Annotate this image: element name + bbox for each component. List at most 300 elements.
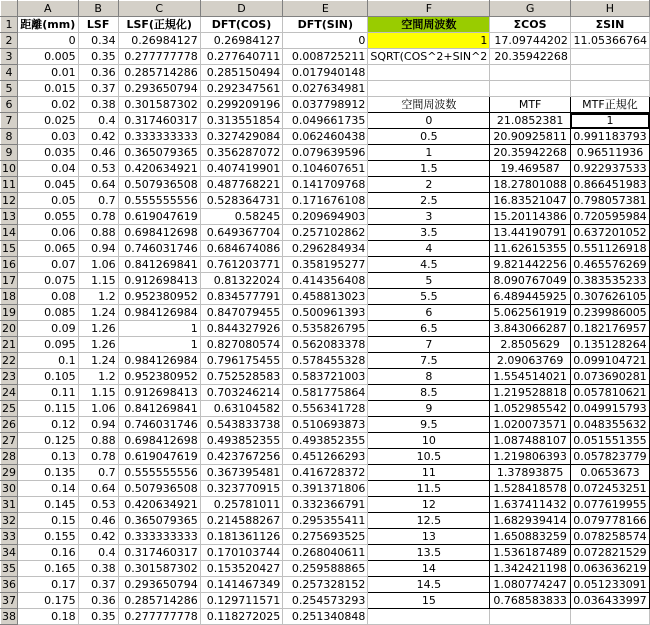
data-cell[interactable]: 0.535826795 xyxy=(283,321,368,337)
data-cell[interactable]: 0.259588865 xyxy=(283,561,368,577)
column-header-d[interactable]: D xyxy=(200,1,282,17)
mtf-value-cell[interactable]: 20.35942268 xyxy=(490,145,571,161)
data-cell[interactable]: 0.079639596 xyxy=(283,145,368,161)
data-cell[interactable]: 0.510693873 xyxy=(283,417,368,433)
mtf-frequency-cell[interactable]: 3 xyxy=(368,209,490,225)
mtf-normalized-cell[interactable]: 0.063636219 xyxy=(570,561,649,577)
data-cell[interactable]: 0.423767256 xyxy=(200,449,282,465)
mtf-frequency-cell[interactable]: 7.5 xyxy=(368,353,490,369)
data-cell[interactable]: 0.458813023 xyxy=(283,289,368,305)
header-cell[interactable]: ΣSIN xyxy=(570,17,649,33)
data-cell[interactable]: 0.407419901 xyxy=(200,161,282,177)
data-cell[interactable]: 0.025 xyxy=(17,113,78,129)
data-cell[interactable]: 0.649367704 xyxy=(200,225,282,241)
empty-cell[interactable] xyxy=(490,65,571,81)
row-header-28[interactable]: 28 xyxy=(1,450,16,463)
mtf-value-cell[interactable]: 1.219806393 xyxy=(490,449,571,465)
row-header-1[interactable]: 1 xyxy=(1,17,18,33)
row-header-17[interactable]: 17 xyxy=(1,274,16,287)
data-cell[interactable]: 0.88 xyxy=(78,225,118,241)
data-cell[interactable]: 0.37 xyxy=(78,577,118,593)
data-cell[interactable]: 0.528364731 xyxy=(200,193,282,209)
data-cell[interactable]: 0.365079365 xyxy=(118,513,200,529)
data-cell[interactable]: 0.313551854 xyxy=(200,113,282,129)
row-header-37[interactable]: 37 xyxy=(1,594,16,607)
row-header-16[interactable]: 16 xyxy=(1,258,16,271)
column-header-f[interactable]: F xyxy=(368,1,490,17)
mtf-header-cell[interactable]: 空間周波数 xyxy=(368,97,490,113)
data-cell[interactable]: 0.42 xyxy=(78,529,118,545)
data-cell[interactable]: 0.37 xyxy=(78,81,118,97)
data-cell[interactable]: 1.15 xyxy=(78,273,118,289)
row-header-35[interactable]: 35 xyxy=(1,562,16,575)
data-cell[interactable]: 0.619047619 xyxy=(118,449,200,465)
mtf-frequency-cell[interactable]: 2.5 xyxy=(368,193,490,209)
mtf-value-cell[interactable]: 3.843066287 xyxy=(490,321,571,337)
data-cell[interactable]: 0.358195277 xyxy=(283,257,368,273)
data-cell[interactable]: 0.581775864 xyxy=(283,385,368,401)
mtf-frequency-cell[interactable]: 10.5 xyxy=(368,449,490,465)
data-cell[interactable]: 0.332366791 xyxy=(283,497,368,513)
data-cell[interactable]: 0.105 xyxy=(17,369,78,385)
mtf-value-cell[interactable]: 15.20114386 xyxy=(490,209,571,225)
mtf-normalized-cell[interactable]: 0.073690281 xyxy=(570,369,649,385)
row-header-14[interactable]: 14 xyxy=(1,226,16,239)
frequency-input-cell[interactable]: 1 xyxy=(368,33,490,49)
row-header-27[interactable]: 27 xyxy=(1,434,16,447)
row-header-20[interactable]: 20 xyxy=(1,322,16,335)
data-cell[interactable]: 0.81322024 xyxy=(200,273,282,289)
data-cell[interactable]: 0.35 xyxy=(78,49,118,65)
data-cell[interactable]: 0.16 xyxy=(17,545,78,561)
mtf-frequency-cell[interactable]: 5.5 xyxy=(368,289,490,305)
mtf-value-cell[interactable]: 0.768583833 xyxy=(490,593,571,609)
mtf-value-cell[interactable]: 1.536187489 xyxy=(490,545,571,561)
mtf-normalized-cell[interactable]: 0.036433997 xyxy=(570,593,649,609)
data-cell[interactable]: 0.141467349 xyxy=(200,577,282,593)
sqrt-result-cell[interactable]: 20.35942268 xyxy=(490,49,571,65)
data-cell[interactable]: 0.53 xyxy=(78,161,118,177)
data-cell[interactable]: 0.420634921 xyxy=(118,497,200,513)
mtf-frequency-cell[interactable]: 9.5 xyxy=(368,417,490,433)
mtf-value-cell[interactable]: 6.489445925 xyxy=(490,289,571,305)
data-cell[interactable]: 0.062460438 xyxy=(283,129,368,145)
data-cell[interactable]: 0.78 xyxy=(78,449,118,465)
mtf-frequency-cell[interactable]: 4 xyxy=(368,241,490,257)
data-cell[interactable]: 0.34 xyxy=(78,33,118,49)
data-cell[interactable]: 0.037798912 xyxy=(283,97,368,113)
data-cell[interactable]: 0.507936508 xyxy=(118,481,200,497)
mtf-normalized-cell[interactable]: 0.135128264 xyxy=(570,337,649,353)
data-cell[interactable]: 0.296284934 xyxy=(283,241,368,257)
data-cell[interactable]: 0.301587302 xyxy=(118,97,200,113)
data-cell[interactable]: 0.301587302 xyxy=(118,561,200,577)
header-cell[interactable]: 距離(mm) xyxy=(17,17,78,33)
header-cell[interactable]: LSF(正規化) xyxy=(118,17,200,33)
data-cell[interactable]: 0.984126984 xyxy=(118,353,200,369)
column-header-e[interactable]: E xyxy=(283,1,368,17)
data-cell[interactable]: 0.451266293 xyxy=(283,449,368,465)
header-cell[interactable]: DFT(SIN) xyxy=(283,17,368,33)
row-header-9[interactable]: 9 xyxy=(1,145,18,161)
mtf-frequency-cell[interactable]: 8 xyxy=(368,369,490,385)
data-cell[interactable]: 1.15 xyxy=(78,385,118,401)
data-cell[interactable]: 0.507936508 xyxy=(118,177,200,193)
data-cell[interactable]: 0.257328152 xyxy=(283,577,368,593)
data-cell[interactable]: 0.746031746 xyxy=(118,241,200,257)
data-cell[interactable]: 1.26 xyxy=(78,337,118,353)
empty-cell[interactable] xyxy=(368,81,490,97)
data-cell[interactable]: 0.277640711 xyxy=(200,49,282,65)
data-cell[interactable]: 0.367395481 xyxy=(200,465,282,481)
row-header-38[interactable]: 38 xyxy=(1,610,16,623)
data-cell[interactable]: 0.18 xyxy=(17,609,78,625)
empty-cell[interactable] xyxy=(368,65,490,81)
mtf-normalized-cell[interactable]: 0.383535233 xyxy=(570,273,649,289)
data-cell[interactable]: 0 xyxy=(283,33,368,49)
data-cell[interactable]: 0.46 xyxy=(78,145,118,161)
select-all-corner[interactable] xyxy=(1,1,18,17)
column-header-h[interactable]: H xyxy=(570,1,649,17)
data-cell[interactable]: 0.391371806 xyxy=(283,481,368,497)
data-cell[interactable]: 0.14 xyxy=(17,481,78,497)
row-header-3[interactable]: 3 xyxy=(1,49,18,65)
data-cell[interactable]: 0.327429084 xyxy=(200,129,282,145)
data-cell[interactable]: 1.24 xyxy=(78,353,118,369)
data-cell[interactable]: 0.583721003 xyxy=(283,369,368,385)
mtf-frequency-cell[interactable]: 4.5 xyxy=(368,257,490,273)
row-header-11[interactable]: 11 xyxy=(1,178,16,191)
data-cell[interactable]: 0.53 xyxy=(78,497,118,513)
data-cell[interactable]: 0.285150494 xyxy=(200,65,282,81)
mtf-value-cell[interactable]: 1.219528818 xyxy=(490,385,571,401)
data-cell[interactable]: 0.209694903 xyxy=(283,209,368,225)
mtf-value-cell[interactable]: 20.90925811 xyxy=(490,129,571,145)
mtf-normalized-cell[interactable]: 1 xyxy=(570,113,649,129)
data-cell[interactable]: 0.698412698 xyxy=(118,225,200,241)
data-cell[interactable]: 0.984126984 xyxy=(118,305,200,321)
data-cell[interactable]: 0.25781011 xyxy=(200,497,282,513)
data-cell[interactable]: 0.4 xyxy=(78,545,118,561)
data-cell[interactable]: 0.12 xyxy=(17,417,78,433)
data-cell[interactable]: 0.104607651 xyxy=(283,161,368,177)
data-cell[interactable]: 0.277777778 xyxy=(118,609,200,625)
data-cell[interactable]: 0.02 xyxy=(17,97,78,113)
row-header-24[interactable]: 24 xyxy=(1,386,16,399)
data-cell[interactable]: 0.045 xyxy=(17,177,78,193)
mtf-normalized-cell[interactable]: 0.077619955 xyxy=(570,497,649,513)
mtf-frequency-cell[interactable]: 10 xyxy=(368,433,490,449)
data-cell[interactable]: 0.356287072 xyxy=(200,145,282,161)
data-cell[interactable]: 0.299209196 xyxy=(200,97,282,113)
data-cell[interactable]: 0.333333333 xyxy=(118,529,200,545)
data-cell[interactable]: 0.06 xyxy=(17,225,78,241)
data-cell[interactable]: 0.135 xyxy=(17,465,78,481)
row-header-25[interactable]: 25 xyxy=(1,402,16,415)
data-cell[interactable]: 0.841269841 xyxy=(118,257,200,273)
data-cell[interactable]: 1.06 xyxy=(78,401,118,417)
empty-cell[interactable] xyxy=(570,81,649,97)
mtf-frequency-cell[interactable]: 8.5 xyxy=(368,385,490,401)
empty-cell[interactable] xyxy=(570,609,649,625)
empty-cell[interactable] xyxy=(490,609,571,625)
data-cell[interactable]: 0.493852355 xyxy=(283,433,368,449)
mtf-value-cell[interactable]: 2.8505629 xyxy=(490,337,571,353)
data-cell[interactable]: 0.170103744 xyxy=(200,545,282,561)
data-cell[interactable]: 0.841269841 xyxy=(118,401,200,417)
row-header-23[interactable]: 23 xyxy=(1,370,16,383)
column-header-b[interactable]: B xyxy=(78,1,118,17)
data-cell[interactable]: 0.095 xyxy=(17,337,78,353)
mtf-normalized-cell[interactable]: 0.057823779 xyxy=(570,449,649,465)
mtf-frequency-cell[interactable]: 0.5 xyxy=(368,129,490,145)
data-cell[interactable]: 0.912698413 xyxy=(118,273,200,289)
data-cell[interactable]: 0.500961393 xyxy=(283,305,368,321)
mtf-normalized-cell[interactable]: 0.307626105 xyxy=(570,289,649,305)
mtf-normalized-cell[interactable]: 0.078258574 xyxy=(570,529,649,545)
data-cell[interactable]: 0.285714286 xyxy=(118,593,200,609)
mtf-frequency-cell[interactable]: 5 xyxy=(368,273,490,289)
data-cell[interactable]: 0.88 xyxy=(78,433,118,449)
mtf-frequency-cell[interactable]: 6 xyxy=(368,305,490,321)
data-cell[interactable]: 0.295355411 xyxy=(283,513,368,529)
mtf-value-cell[interactable]: 1.342421198 xyxy=(490,561,571,577)
data-cell[interactable]: 0.075 xyxy=(17,273,78,289)
empty-cell[interactable] xyxy=(570,49,649,65)
mtf-normalized-cell[interactable]: 0.637201052 xyxy=(570,225,649,241)
data-cell[interactable]: 0.4 xyxy=(78,113,118,129)
row-header-4[interactable]: 4 xyxy=(1,65,18,81)
mtf-frequency-cell[interactable]: 1.5 xyxy=(368,161,490,177)
data-cell[interactable]: 0.17 xyxy=(17,577,78,593)
mtf-frequency-cell[interactable]: 15 xyxy=(368,593,490,609)
data-cell[interactable]: 0.214588267 xyxy=(200,513,282,529)
data-cell[interactable]: 0.64 xyxy=(78,481,118,497)
mtf-value-cell[interactable]: 1.37893875 xyxy=(490,465,571,481)
row-header-30[interactable]: 30 xyxy=(1,482,16,495)
data-cell[interactable]: 0.698412698 xyxy=(118,433,200,449)
empty-cell[interactable] xyxy=(490,81,571,97)
data-cell[interactable]: 0.78 xyxy=(78,209,118,225)
data-cell[interactable]: 0.746031746 xyxy=(118,417,200,433)
mtf-normalized-cell[interactable]: 0.051233091 xyxy=(570,577,649,593)
empty-cell[interactable] xyxy=(570,65,649,81)
data-cell[interactable]: 0.414356408 xyxy=(283,273,368,289)
mtf-frequency-cell[interactable]: 7 xyxy=(368,337,490,353)
row-header-10[interactable]: 10 xyxy=(1,162,16,175)
row-header-5[interactable]: 5 xyxy=(1,81,18,97)
data-cell[interactable]: 0.118272025 xyxy=(200,609,282,625)
data-cell[interactable]: 0.181361126 xyxy=(200,529,282,545)
data-cell[interactable]: 0.38 xyxy=(78,97,118,113)
data-cell[interactable]: 0.08 xyxy=(17,289,78,305)
data-cell[interactable]: 0.125 xyxy=(17,433,78,449)
row-header-29[interactable]: 29 xyxy=(1,466,16,479)
row-header-22[interactable]: 22 xyxy=(1,354,16,367)
mtf-value-cell[interactable]: 5.062561919 xyxy=(490,305,571,321)
mtf-normalized-cell[interactable]: 0.099104721 xyxy=(570,353,649,369)
data-cell[interactable]: 0.619047619 xyxy=(118,209,200,225)
mtf-value-cell[interactable]: 18.27801088 xyxy=(490,177,571,193)
data-cell[interactable]: 1.26 xyxy=(78,321,118,337)
mtf-value-cell[interactable]: 1.554514021 xyxy=(490,369,571,385)
data-cell[interactable]: 0.365079365 xyxy=(118,145,200,161)
data-cell[interactable]: 0.07 xyxy=(17,257,78,273)
data-cell[interactable]: 0.562083378 xyxy=(283,337,368,353)
data-cell[interactable]: 0.141709768 xyxy=(283,177,368,193)
mtf-value-cell[interactable]: 1.637411432 xyxy=(490,497,571,513)
data-cell[interactable]: 0.129711571 xyxy=(200,593,282,609)
data-cell[interactable]: 0.796175455 xyxy=(200,353,282,369)
data-cell[interactable]: 0.005 xyxy=(17,49,78,65)
data-cell[interactable]: 0.761203771 xyxy=(200,257,282,273)
header-cell[interactable]: 空間周波数 xyxy=(368,17,490,33)
mtf-normalized-cell[interactable]: 0.0653673 xyxy=(570,465,649,481)
data-cell[interactable]: 0.285714286 xyxy=(118,65,200,81)
mtf-normalized-cell[interactable]: 0.991183793 xyxy=(570,129,649,145)
data-cell[interactable]: 0.027634981 xyxy=(283,81,368,97)
data-cell[interactable]: 0.834577791 xyxy=(200,289,282,305)
data-cell[interactable]: 0.171676108 xyxy=(283,193,368,209)
data-cell[interactable]: 0.085 xyxy=(17,305,78,321)
data-cell[interactable]: 0.09 xyxy=(17,321,78,337)
mtf-frequency-cell[interactable]: 12.5 xyxy=(368,513,490,529)
mtf-value-cell[interactable]: 16.83521047 xyxy=(490,193,571,209)
column-header-g[interactable]: G xyxy=(490,1,571,17)
empty-cell[interactable] xyxy=(368,609,490,625)
data-cell[interactable]: 0.35 xyxy=(78,609,118,625)
data-cell[interactable]: 0.578455328 xyxy=(283,353,368,369)
data-cell[interactable]: 0.05 xyxy=(17,193,78,209)
mtf-normalized-cell[interactable]: 0.048355632 xyxy=(570,417,649,433)
header-cell[interactable]: DFT(COS) xyxy=(200,17,282,33)
data-cell[interactable]: 0.049661735 xyxy=(283,113,368,129)
row-header-7[interactable]: 7 xyxy=(1,113,18,129)
data-cell[interactable]: 0.115 xyxy=(17,401,78,417)
row-header-36[interactable]: 36 xyxy=(1,578,16,591)
data-cell[interactable]: 0.293650794 xyxy=(118,577,200,593)
sum-sin-cell[interactable]: 11.05366764 xyxy=(570,33,649,49)
mtf-value-cell[interactable]: 1.087488107 xyxy=(490,433,571,449)
data-cell[interactable]: 0.268040611 xyxy=(283,545,368,561)
data-cell[interactable]: 0.64 xyxy=(78,177,118,193)
data-cell[interactable]: 0.36 xyxy=(78,593,118,609)
data-cell[interactable]: 0.333333333 xyxy=(118,129,200,145)
data-cell[interactable]: 0.145 xyxy=(17,497,78,513)
mtf-frequency-cell[interactable]: 11.5 xyxy=(368,481,490,497)
data-cell[interactable]: 0.1 xyxy=(17,353,78,369)
data-cell[interactable]: 0.153520427 xyxy=(200,561,282,577)
data-cell[interactable]: 0.94 xyxy=(78,241,118,257)
mtf-normalized-cell[interactable]: 0.072453251 xyxy=(570,481,649,497)
mtf-normalized-cell[interactable]: 0.049915793 xyxy=(570,401,649,417)
mtf-value-cell[interactable]: 8.090767049 xyxy=(490,273,571,289)
data-cell[interactable]: 0.912698413 xyxy=(118,385,200,401)
row-header-31[interactable]: 31 xyxy=(1,498,16,511)
data-cell[interactable]: 0.275693525 xyxy=(283,529,368,545)
data-cell[interactable]: 0.555555556 xyxy=(118,193,200,209)
column-header-a[interactable]: A xyxy=(17,1,78,17)
data-cell[interactable]: 0.42 xyxy=(78,129,118,145)
data-cell[interactable]: 0.317460317 xyxy=(118,545,200,561)
row-header-21[interactable]: 21 xyxy=(1,338,16,351)
data-cell[interactable]: 0.317460317 xyxy=(118,113,200,129)
data-cell[interactable]: 1.24 xyxy=(78,305,118,321)
data-cell[interactable]: 0.017940148 xyxy=(283,65,368,81)
data-cell[interactable]: 0.847079455 xyxy=(200,305,282,321)
data-cell[interactable]: 0.844327926 xyxy=(200,321,282,337)
mtf-normalized-cell[interactable]: 0.96511936 xyxy=(570,145,649,161)
data-cell[interactable]: 0.7 xyxy=(78,465,118,481)
mtf-value-cell[interactable]: 9.821442256 xyxy=(490,257,571,273)
mtf-frequency-cell[interactable]: 13 xyxy=(368,529,490,545)
data-cell[interactable]: 0.827080574 xyxy=(200,337,282,353)
data-cell[interactable]: 1 xyxy=(118,337,200,353)
row-header-32[interactable]: 32 xyxy=(1,514,16,527)
mtf-normalized-cell[interactable]: 0.182176957 xyxy=(570,321,649,337)
data-cell[interactable]: 0.58245 xyxy=(200,209,282,225)
data-cell[interactable]: 1.2 xyxy=(78,289,118,305)
mtf-normalized-cell[interactable]: 0.072821529 xyxy=(570,545,649,561)
data-cell[interactable]: 0.46 xyxy=(78,513,118,529)
mtf-normalized-cell[interactable]: 0.866451983 xyxy=(570,177,649,193)
mtf-value-cell[interactable]: 1.682939414 xyxy=(490,513,571,529)
row-header-12[interactable]: 12 xyxy=(1,194,16,207)
mtf-normalized-cell[interactable]: 0.051551355 xyxy=(570,433,649,449)
data-cell[interactable]: 1 xyxy=(118,321,200,337)
data-cell[interactable]: 0.487768221 xyxy=(200,177,282,193)
data-cell[interactable]: 0.055 xyxy=(17,209,78,225)
data-cell[interactable]: 0.277777778 xyxy=(118,49,200,65)
mtf-frequency-cell[interactable]: 2 xyxy=(368,177,490,193)
mtf-normalized-cell[interactable]: 0.720595984 xyxy=(570,209,649,225)
data-cell[interactable]: 0.015 xyxy=(17,81,78,97)
mtf-value-cell[interactable]: 1.528418578 xyxy=(490,481,571,497)
mtf-value-cell[interactable]: 11.62615355 xyxy=(490,241,571,257)
data-cell[interactable]: 0.035 xyxy=(17,145,78,161)
mtf-frequency-cell[interactable]: 0 xyxy=(368,113,490,129)
data-cell[interactable]: 0.556341728 xyxy=(283,401,368,417)
data-cell[interactable]: 0.493852355 xyxy=(200,433,282,449)
mtf-normalized-cell[interactable]: 0.079778166 xyxy=(570,513,649,529)
mtf-frequency-cell[interactable]: 11 xyxy=(368,465,490,481)
mtf-value-cell[interactable]: 1.650883259 xyxy=(490,529,571,545)
data-cell[interactable]: 0.175 xyxy=(17,593,78,609)
data-cell[interactable]: 0.63104582 xyxy=(200,401,282,417)
mtf-value-cell[interactable]: 1.020073571 xyxy=(490,417,571,433)
header-cell[interactable]: LSF xyxy=(78,17,118,33)
data-cell[interactable]: 0.292347561 xyxy=(200,81,282,97)
data-cell[interactable]: 1.2 xyxy=(78,369,118,385)
mtf-frequency-cell[interactable]: 3.5 xyxy=(368,225,490,241)
data-cell[interactable]: 0.13 xyxy=(17,449,78,465)
data-cell[interactable]: 0.165 xyxy=(17,561,78,577)
data-cell[interactable]: 0.257102862 xyxy=(283,225,368,241)
mtf-frequency-cell[interactable]: 13.5 xyxy=(368,545,490,561)
mtf-frequency-cell[interactable]: 14 xyxy=(368,561,490,577)
mtf-header-cell[interactable]: MTF xyxy=(490,97,571,113)
header-cell[interactable]: ΣCOS xyxy=(490,17,571,33)
data-cell[interactable]: 0.952380952 xyxy=(118,369,200,385)
mtf-normalized-cell[interactable]: 0.551126918 xyxy=(570,241,649,257)
data-cell[interactable]: 0.323770915 xyxy=(200,481,282,497)
data-cell[interactable]: 0.155 xyxy=(17,529,78,545)
data-cell[interactable]: 0.03 xyxy=(17,129,78,145)
data-cell[interactable]: 0.420634921 xyxy=(118,161,200,177)
mtf-value-cell[interactable]: 21.0852381 xyxy=(490,113,571,129)
data-cell[interactable]: 0.26984127 xyxy=(118,33,200,49)
data-cell[interactable]: 0.703246214 xyxy=(200,385,282,401)
